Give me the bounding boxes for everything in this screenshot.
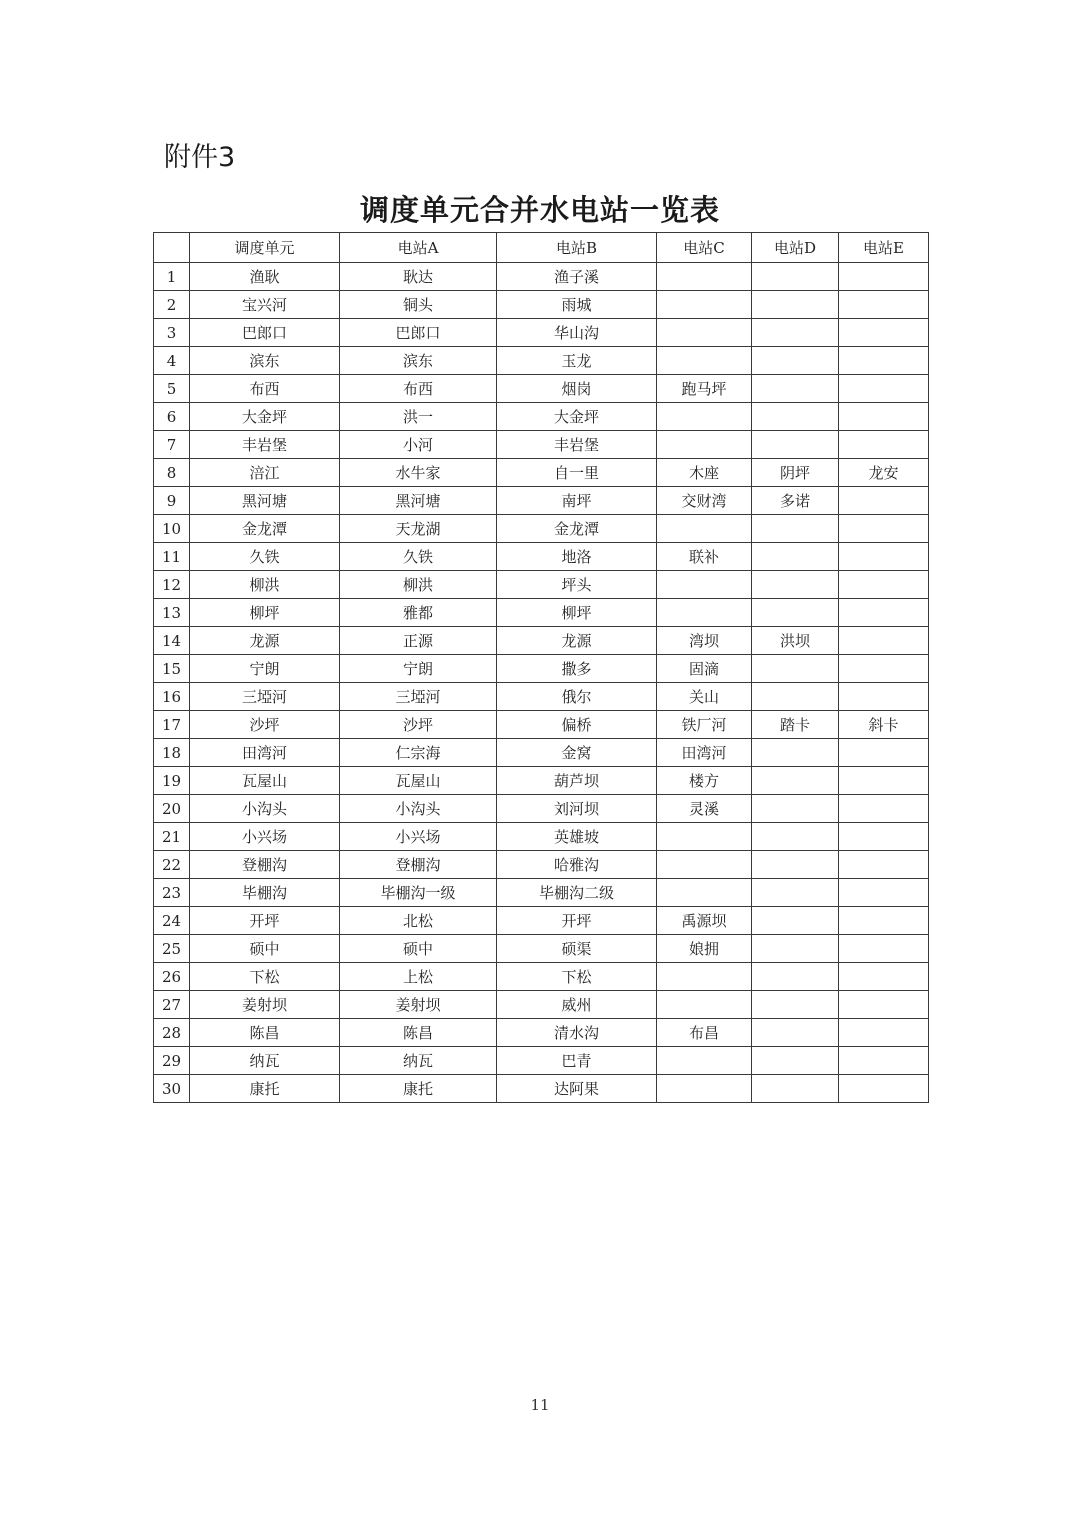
cell-station-a: 柳洪 bbox=[340, 571, 497, 599]
cell-index: 21 bbox=[154, 823, 190, 851]
cell-station-d bbox=[752, 963, 839, 991]
table-row bbox=[154, 571, 929, 599]
table-row bbox=[154, 683, 929, 711]
cell-station-c: 楼方 bbox=[657, 767, 752, 795]
cell-index: 12 bbox=[154, 571, 190, 599]
cell-unit: 三埡河 bbox=[190, 683, 340, 711]
cell-station-e bbox=[839, 627, 929, 655]
cell-station-e bbox=[839, 795, 929, 823]
cell-station-c: 布昌 bbox=[657, 1019, 752, 1047]
cell-station-c: 木座 bbox=[657, 459, 752, 487]
cell-station-b: 下松 bbox=[497, 963, 657, 991]
cell-index: 10 bbox=[154, 515, 190, 543]
cell-station-d: 阴坪 bbox=[752, 459, 839, 487]
cell-station-b: 威州 bbox=[497, 991, 657, 1019]
table-row bbox=[154, 487, 929, 515]
cell-index: 4 bbox=[154, 347, 190, 375]
table-row bbox=[154, 1075, 929, 1103]
cell-station-d bbox=[752, 571, 839, 599]
cell-index: 27 bbox=[154, 991, 190, 1019]
cell-unit: 柳坪 bbox=[190, 599, 340, 627]
cell-station-a: 耿达 bbox=[340, 263, 497, 291]
table-row bbox=[154, 963, 929, 991]
cell-station-e bbox=[839, 403, 929, 431]
cell-station-b: 丰岩堡 bbox=[497, 431, 657, 459]
cell-index: 2 bbox=[154, 291, 190, 319]
cell-station-a: 滨东 bbox=[340, 347, 497, 375]
cell-station-d bbox=[752, 935, 839, 963]
cell-station-d bbox=[752, 739, 839, 767]
cell-station-b: 南坪 bbox=[497, 487, 657, 515]
cell-station-c: 灵溪 bbox=[657, 795, 752, 823]
cell-station-d bbox=[752, 991, 839, 1019]
table-row bbox=[154, 991, 929, 1019]
cell-unit: 涪江 bbox=[190, 459, 340, 487]
cell-station-d bbox=[752, 319, 839, 347]
cell-unit: 毕棚沟 bbox=[190, 879, 340, 907]
cell-station-b: 硕渠 bbox=[497, 935, 657, 963]
cell-station-d bbox=[752, 1019, 839, 1047]
table-row bbox=[154, 599, 929, 627]
cell-index: 5 bbox=[154, 375, 190, 403]
cell-station-d bbox=[752, 291, 839, 319]
cell-station-a: 毕棚沟一级 bbox=[340, 879, 497, 907]
table-body bbox=[154, 263, 929, 1103]
cell-station-e bbox=[839, 319, 929, 347]
cell-station-e bbox=[839, 347, 929, 375]
cell-unit: 宁朗 bbox=[190, 655, 340, 683]
cell-station-d bbox=[752, 599, 839, 627]
cell-station-a: 纳瓦 bbox=[340, 1047, 497, 1075]
cell-station-d bbox=[752, 683, 839, 711]
cell-station-b: 偏桥 bbox=[497, 711, 657, 739]
cell-station-c: 固滴 bbox=[657, 655, 752, 683]
cell-station-e bbox=[839, 1075, 929, 1103]
table-row bbox=[154, 879, 929, 907]
cell-station-a: 三埡河 bbox=[340, 683, 497, 711]
cell-station-d bbox=[752, 347, 839, 375]
cell-station-a: 铜头 bbox=[340, 291, 497, 319]
cell-station-b: 英雄坡 bbox=[497, 823, 657, 851]
cell-station-b: 葫芦坝 bbox=[497, 767, 657, 795]
cell-unit: 田湾河 bbox=[190, 739, 340, 767]
cell-station-c bbox=[657, 823, 752, 851]
cell-station-c bbox=[657, 263, 752, 291]
cell-station-b: 金龙潭 bbox=[497, 515, 657, 543]
cell-station-e bbox=[839, 431, 929, 459]
cell-station-e: 龙安 bbox=[839, 459, 929, 487]
table-header-row bbox=[154, 233, 929, 263]
cell-station-d bbox=[752, 1075, 839, 1103]
cell-index: 18 bbox=[154, 739, 190, 767]
cell-station-d bbox=[752, 655, 839, 683]
cell-index: 29 bbox=[154, 1047, 190, 1075]
cell-station-a: 仁宗海 bbox=[340, 739, 497, 767]
cell-station-c bbox=[657, 1075, 752, 1103]
cell-station-c: 娘拥 bbox=[657, 935, 752, 963]
cell-station-d: 多诺 bbox=[752, 487, 839, 515]
cell-station-c: 跑马坪 bbox=[657, 375, 752, 403]
cell-station-b: 达阿果 bbox=[497, 1075, 657, 1103]
table-row bbox=[154, 1019, 929, 1047]
cell-station-b: 坪头 bbox=[497, 571, 657, 599]
cell-station-c: 联补 bbox=[657, 543, 752, 571]
cell-station-d bbox=[752, 1047, 839, 1075]
cell-station-e bbox=[839, 683, 929, 711]
cell-unit: 小沟头 bbox=[190, 795, 340, 823]
cell-station-c: 田湾河 bbox=[657, 739, 752, 767]
cell-station-a: 雅都 bbox=[340, 599, 497, 627]
cell-station-d bbox=[752, 515, 839, 543]
cell-index: 26 bbox=[154, 963, 190, 991]
table-row bbox=[154, 543, 929, 571]
cell-station-b: 清水沟 bbox=[497, 1019, 657, 1047]
cell-station-b: 龙源 bbox=[497, 627, 657, 655]
cell-station-c: 铁厂河 bbox=[657, 711, 752, 739]
cell-station-b: 柳坪 bbox=[497, 599, 657, 627]
header-index bbox=[154, 233, 190, 263]
cell-unit: 纳瓦 bbox=[190, 1047, 340, 1075]
header-station-b: 电站B bbox=[497, 233, 657, 263]
cell-station-a: 康托 bbox=[340, 1075, 497, 1103]
cell-station-a: 小河 bbox=[340, 431, 497, 459]
cell-unit: 黑河塘 bbox=[190, 487, 340, 515]
cell-station-a: 陈昌 bbox=[340, 1019, 497, 1047]
page-number: 11 bbox=[530, 1396, 550, 1414]
cell-station-d bbox=[752, 879, 839, 907]
cell-station-b: 大金坪 bbox=[497, 403, 657, 431]
cell-station-d bbox=[752, 767, 839, 795]
cell-station-e bbox=[839, 599, 929, 627]
cell-station-b: 撒多 bbox=[497, 655, 657, 683]
header-unit: 调度单元 bbox=[190, 233, 340, 263]
cell-index: 19 bbox=[154, 767, 190, 795]
cell-index: 11 bbox=[154, 543, 190, 571]
cell-station-a: 瓦屋山 bbox=[340, 767, 497, 795]
cell-unit: 陈昌 bbox=[190, 1019, 340, 1047]
table-row bbox=[154, 403, 929, 431]
cell-station-c bbox=[657, 991, 752, 1019]
table-row bbox=[154, 319, 929, 347]
cell-station-e bbox=[839, 879, 929, 907]
cell-station-c bbox=[657, 291, 752, 319]
cell-station-b: 金窝 bbox=[497, 739, 657, 767]
cell-station-a: 水牛家 bbox=[340, 459, 497, 487]
cell-station-b: 华山沟 bbox=[497, 319, 657, 347]
cell-station-e bbox=[839, 487, 929, 515]
cell-unit: 硕中 bbox=[190, 935, 340, 963]
table-row bbox=[154, 795, 929, 823]
cell-unit: 丰岩堡 bbox=[190, 431, 340, 459]
cell-station-e bbox=[839, 823, 929, 851]
table-row bbox=[154, 655, 929, 683]
cell-station-c bbox=[657, 1047, 752, 1075]
attachment-label: 附件3 bbox=[164, 142, 236, 173]
cell-unit: 小兴场 bbox=[190, 823, 340, 851]
cell-station-d bbox=[752, 403, 839, 431]
cell-station-a: 小兴场 bbox=[340, 823, 497, 851]
cell-unit: 久铁 bbox=[190, 543, 340, 571]
cell-station-e bbox=[839, 515, 929, 543]
cell-index: 6 bbox=[154, 403, 190, 431]
cell-station-a: 巴郎口 bbox=[340, 319, 497, 347]
table-row bbox=[154, 431, 929, 459]
cell-unit: 登棚沟 bbox=[190, 851, 340, 879]
table-row bbox=[154, 459, 929, 487]
cell-station-e bbox=[839, 739, 929, 767]
cell-station-a: 布西 bbox=[340, 375, 497, 403]
header-station-d: 电站D bbox=[752, 233, 839, 263]
cell-station-b: 开坪 bbox=[497, 907, 657, 935]
cell-station-a: 沙坪 bbox=[340, 711, 497, 739]
cell-station-c bbox=[657, 319, 752, 347]
table-row bbox=[154, 375, 929, 403]
cell-station-d bbox=[752, 263, 839, 291]
cell-index: 17 bbox=[154, 711, 190, 739]
cell-unit: 龙源 bbox=[190, 627, 340, 655]
cell-station-e bbox=[839, 963, 929, 991]
document-title: 调度单元合并水电站一览表 bbox=[359, 193, 720, 227]
cell-station-d bbox=[752, 907, 839, 935]
cell-station-c: 关山 bbox=[657, 683, 752, 711]
cell-station-e bbox=[839, 263, 929, 291]
cell-index: 25 bbox=[154, 935, 190, 963]
cell-index: 16 bbox=[154, 683, 190, 711]
cell-station-a: 北松 bbox=[340, 907, 497, 935]
cell-station-b: 刘河坝 bbox=[497, 795, 657, 823]
table-row bbox=[154, 711, 929, 739]
table-row bbox=[154, 907, 929, 935]
header-station-e: 电站E bbox=[839, 233, 929, 263]
cell-station-d: 踏卡 bbox=[752, 711, 839, 739]
cell-station-b: 烟岗 bbox=[497, 375, 657, 403]
cell-station-d bbox=[752, 851, 839, 879]
table-row bbox=[154, 851, 929, 879]
cell-unit: 柳洪 bbox=[190, 571, 340, 599]
cell-station-a: 久铁 bbox=[340, 543, 497, 571]
cell-station-e bbox=[839, 655, 929, 683]
table-row bbox=[154, 823, 929, 851]
cell-station-d bbox=[752, 795, 839, 823]
cell-index: 22 bbox=[154, 851, 190, 879]
cell-station-e bbox=[839, 1047, 929, 1075]
cell-station-b: 自一里 bbox=[497, 459, 657, 487]
cell-station-a: 洪一 bbox=[340, 403, 497, 431]
cell-unit: 大金坪 bbox=[190, 403, 340, 431]
cell-unit: 巴郎口 bbox=[190, 319, 340, 347]
cell-station-c bbox=[657, 431, 752, 459]
cell-unit: 滨东 bbox=[190, 347, 340, 375]
cell-index: 24 bbox=[154, 907, 190, 935]
cell-station-a: 宁朗 bbox=[340, 655, 497, 683]
cell-unit: 宝兴河 bbox=[190, 291, 340, 319]
table-row bbox=[154, 767, 929, 795]
cell-station-e bbox=[839, 1019, 929, 1047]
cell-station-c bbox=[657, 571, 752, 599]
cell-station-c: 交财湾 bbox=[657, 487, 752, 515]
cell-station-c bbox=[657, 347, 752, 375]
cell-index: 28 bbox=[154, 1019, 190, 1047]
cell-index: 20 bbox=[154, 795, 190, 823]
cell-station-e bbox=[839, 543, 929, 571]
cell-station-a: 正源 bbox=[340, 627, 497, 655]
cell-station-c: 禹源坝 bbox=[657, 907, 752, 935]
cell-station-c: 湾坝 bbox=[657, 627, 752, 655]
cell-station-b: 毕棚沟二级 bbox=[497, 879, 657, 907]
table-row bbox=[154, 515, 929, 543]
cell-station-c bbox=[657, 403, 752, 431]
cell-unit: 布西 bbox=[190, 375, 340, 403]
cell-index: 3 bbox=[154, 319, 190, 347]
cell-station-d bbox=[752, 823, 839, 851]
cell-station-a: 天龙湖 bbox=[340, 515, 497, 543]
cell-station-b: 俄尔 bbox=[497, 683, 657, 711]
cell-station-a: 登棚沟 bbox=[340, 851, 497, 879]
cell-station-d bbox=[752, 431, 839, 459]
table-row bbox=[154, 627, 929, 655]
cell-station-e bbox=[839, 291, 929, 319]
cell-unit: 开坪 bbox=[190, 907, 340, 935]
cell-unit: 康托 bbox=[190, 1075, 340, 1103]
cell-station-a: 黑河塘 bbox=[340, 487, 497, 515]
cell-station-b: 渔子溪 bbox=[497, 263, 657, 291]
cell-station-e bbox=[839, 907, 929, 935]
table-row bbox=[154, 347, 929, 375]
table-row bbox=[154, 739, 929, 767]
cell-station-a: 姜射坝 bbox=[340, 991, 497, 1019]
cell-unit: 沙坪 bbox=[190, 711, 340, 739]
table-row bbox=[154, 935, 929, 963]
cell-station-a: 硕中 bbox=[340, 935, 497, 963]
cell-unit: 瓦屋山 bbox=[190, 767, 340, 795]
cell-station-e: 斜卡 bbox=[839, 711, 929, 739]
cell-station-e bbox=[839, 767, 929, 795]
cell-index: 30 bbox=[154, 1075, 190, 1103]
cell-station-c bbox=[657, 515, 752, 543]
cell-index: 8 bbox=[154, 459, 190, 487]
cell-unit: 姜射坝 bbox=[190, 991, 340, 1019]
cell-station-a: 上松 bbox=[340, 963, 497, 991]
cell-station-c bbox=[657, 851, 752, 879]
cell-index: 1 bbox=[154, 263, 190, 291]
cell-station-e bbox=[839, 851, 929, 879]
cell-station-e bbox=[839, 991, 929, 1019]
cell-station-a: 小沟头 bbox=[340, 795, 497, 823]
cell-station-b: 玉龙 bbox=[497, 347, 657, 375]
cell-index: 14 bbox=[154, 627, 190, 655]
cell-station-e bbox=[839, 375, 929, 403]
cell-station-d bbox=[752, 543, 839, 571]
cell-station-d: 洪坝 bbox=[752, 627, 839, 655]
cell-station-c bbox=[657, 879, 752, 907]
header-station-c: 电站C bbox=[657, 233, 752, 263]
table-row bbox=[154, 291, 929, 319]
cell-station-c bbox=[657, 599, 752, 627]
cell-unit: 下松 bbox=[190, 963, 340, 991]
cell-station-b: 巴青 bbox=[497, 1047, 657, 1075]
cell-index: 13 bbox=[154, 599, 190, 627]
cell-unit: 渔耿 bbox=[190, 263, 340, 291]
cell-station-b: 地洛 bbox=[497, 543, 657, 571]
table-row bbox=[154, 1047, 929, 1075]
table-row bbox=[154, 263, 929, 291]
cell-station-e bbox=[839, 935, 929, 963]
cell-index: 23 bbox=[154, 879, 190, 907]
cell-station-b: 雨城 bbox=[497, 291, 657, 319]
cell-unit: 金龙潭 bbox=[190, 515, 340, 543]
cell-index: 7 bbox=[154, 431, 190, 459]
cell-station-b: 哈雅沟 bbox=[497, 851, 657, 879]
header-station-a: 电站A bbox=[340, 233, 497, 263]
cell-index: 15 bbox=[154, 655, 190, 683]
cell-station-d bbox=[752, 375, 839, 403]
cell-index: 9 bbox=[154, 487, 190, 515]
cell-station-e bbox=[839, 571, 929, 599]
station-table bbox=[153, 232, 929, 1103]
cell-station-c bbox=[657, 963, 752, 991]
